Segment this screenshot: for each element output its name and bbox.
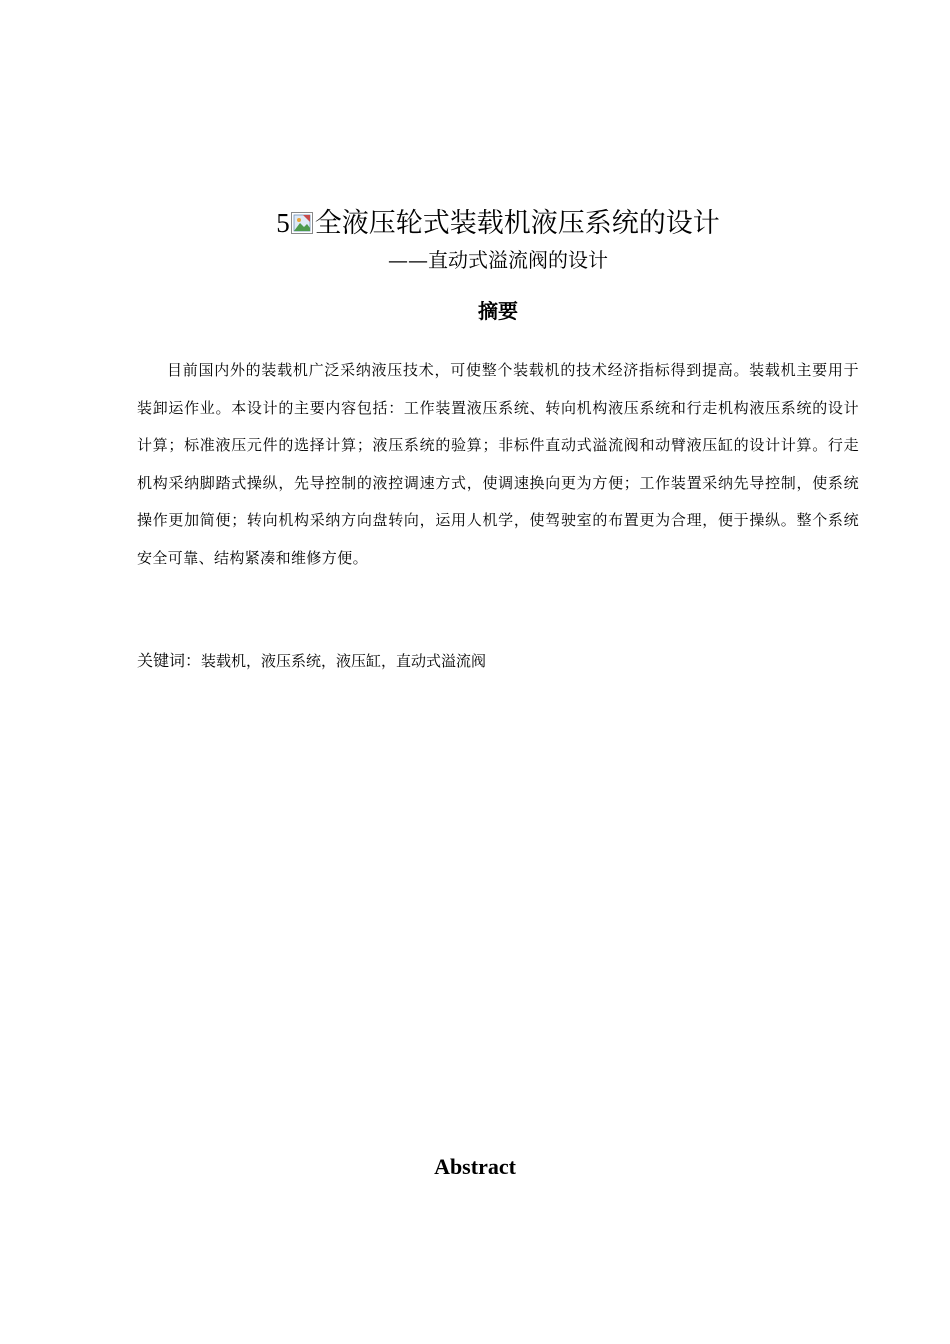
title-prefix: 5 [276, 208, 290, 238]
title-text: 全液压轮式装载机液压系统的设计 [314, 208, 720, 239]
keywords-line [137, 646, 859, 676]
broken-image-icon [291, 207, 313, 229]
document-subtitle: ——直动式溢流阀的设计 [388, 248, 608, 272]
english-abstract-heading: Abstract [434, 1154, 516, 1179]
document-title [0, 204, 950, 243]
keywords-label: 关键词： [137, 651, 202, 670]
abstract-body: 目前国内外的装载机广泛采纳液压技术，可使整个装载机的技术经济指标得到提高。装载机主要用于装卸运作业。本设计的主要内容包括：工作装置液压系统、转向机构液压系统和行走机构液压系统的设计计算；标准液压元件的选择计算；液压系统的验算；非标件直动式溢流阀和动臂液压缸的设计计算。行走机构采纳脚踏式操纵，先导控制的液控调速方式，使调速换向更为方便；工作装置采纳先导控制，使系统操作更加简便；转向机构采纳方向盘转向，运用人机学，使驾驶室的布置更为合理，便于操纵。整个系统安全可靠、结构紧凑和维修方便。 [137, 361, 859, 567]
keywords-list: 装载机，液压系统，液压缸，直动式溢流阀 [201, 652, 487, 670]
abstract-heading: 摘要 [478, 299, 518, 323]
